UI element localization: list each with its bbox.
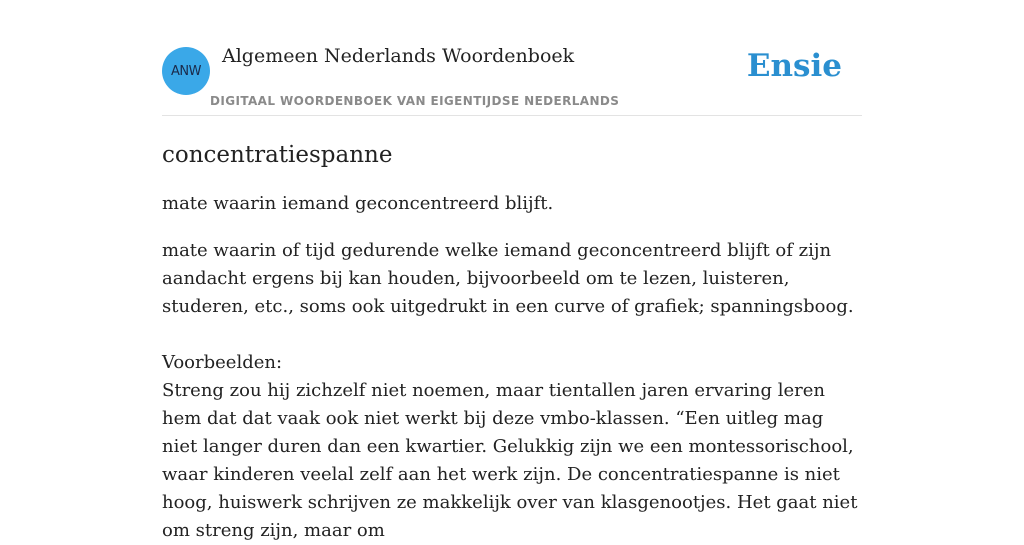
site-header: [162, 0, 862, 116]
site-subtitle: DIGITAAL WOORDENBOEK VAN EIGENTIJDSE NEDERLANDS: [210, 94, 620, 108]
anw-logo[interactable]: [162, 47, 210, 95]
entry-headword: concentratiespanne: [162, 142, 393, 168]
long-definition: mate waarin of tijd gedurende welke iemand geconcentreerd blijft of zijn aandacht ergens bij kan houden, bijvoorbeeld om te lezen, luisteren, studeren, etc., soms ook uitgedrukt in een curve of grafiek; spanningsboog.: [162, 240, 854, 317]
example-text: Streng zou hij zichzelf niet noemen, maar tientallen jaren ervaring leren hem dat dat vaak ook niet werkt bij deze vmbo-klassen. “Een uitleg mag niet langer duren dan een kwartier. Gelukkig zijn we een montessorischool, waar kinderen veelal zelf aan het werk zijn. De concentratiespanne is niet hoog, huiswerk schrijven ze makkelijk over van klasgenootjes. Het gaat niet om streng zijn, maar om: [162, 380, 858, 541]
site-title-link[interactable]: Algemeen Nederlands Woordenboek: [222, 45, 575, 67]
logo-text: ANW: [171, 63, 201, 79]
short-definition: mate waarin iemand geconcentreerd blijft.: [162, 193, 554, 214]
entry-content: [162, 140, 862, 545]
examples-label: Voorbeelden:: [162, 352, 283, 373]
ensie-brand-link[interactable]: Ensie: [746, 48, 842, 84]
content-container: [162, 0, 862, 545]
